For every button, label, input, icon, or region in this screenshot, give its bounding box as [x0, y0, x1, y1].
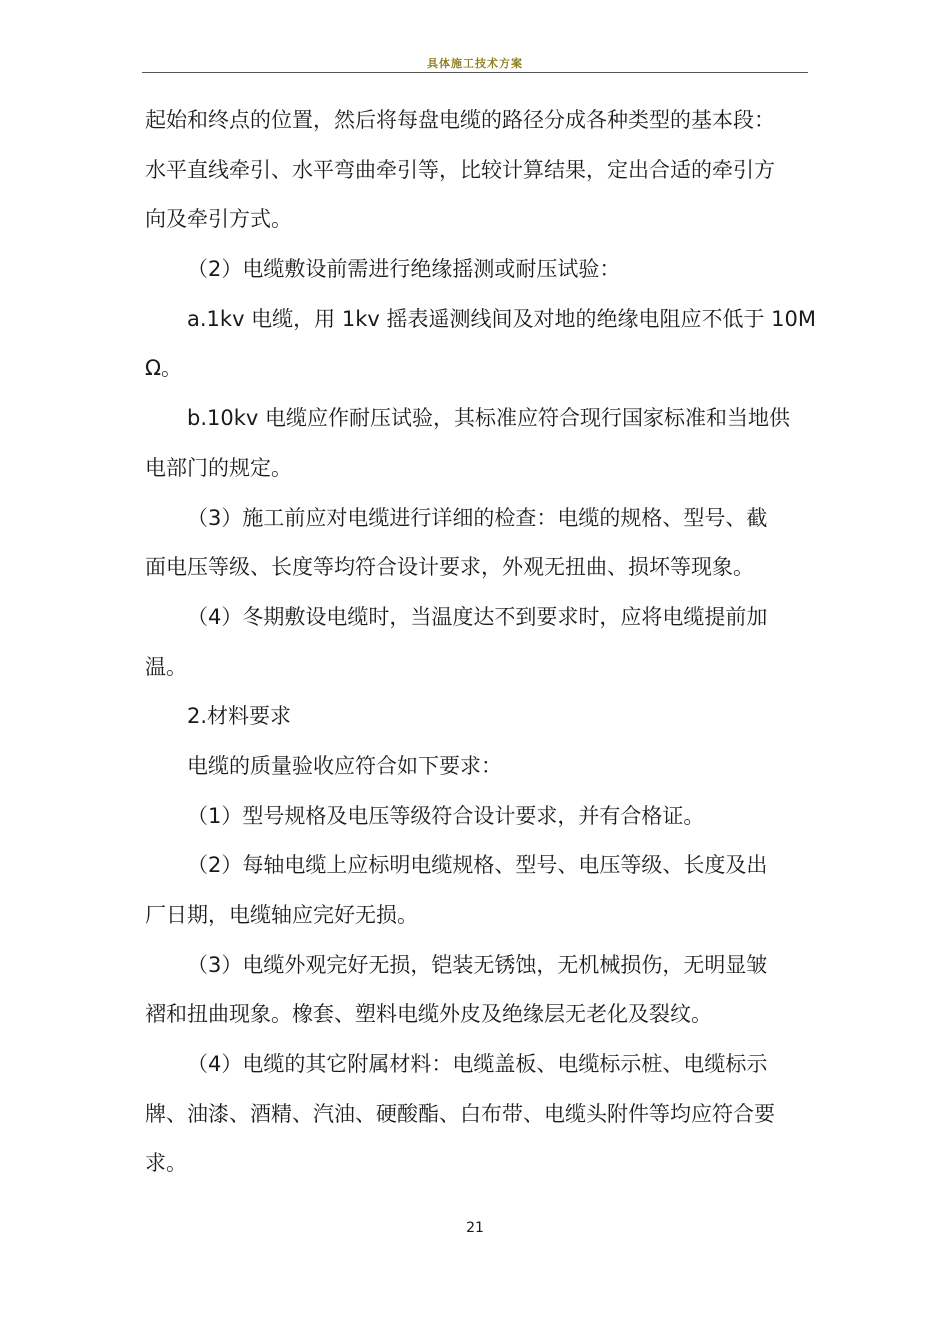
text-line: 面电压等级、长度等均符合设计要求，外观无扭曲、损坏等现象。 [145, 555, 754, 580]
text-line: b.10kv 电缆应作耐压试验，其标准应符合现行国家标准和当地供 [187, 406, 790, 431]
text-line: （1）型号规格及电压等级符合设计要求，并有合格证。 [187, 803, 705, 828]
text-line: 起始和终点的位置，然后将每盘电缆的路径分成各种类型的基本段： [145, 108, 775, 132]
text-line: （2）每轴电缆上应标明电缆规格、型号、电压等级、长度及出 [187, 853, 768, 878]
text-line: 厂日期，电缆轴应完好无损。 [145, 903, 418, 927]
text-line: 向及牵引方式。 [145, 207, 292, 232]
text-line: （3）施工前应对电缆进行详细的检查：电缆的规格、型号、截 [187, 505, 768, 530]
text-line: 水平直线牵引、水平弯曲牵引等，比较计算结果，定出合适的牵引方 [145, 157, 775, 182]
text-line: 温。 [145, 654, 187, 679]
text-line: （3）电缆外观完好无损，铠装无锈蚀，无机械损伤，无明显皱 [187, 952, 768, 977]
text-line: 牌、油漆、酒精、汽油、硬酸酯、白布带、电缆头附件等均应符合要 [145, 1101, 775, 1126]
text-line: 求。 [145, 1151, 187, 1176]
document-body [145, 96, 817, 1189]
text-line: （2）电缆敷设前需进行绝缘摇测或耐压试验： [187, 257, 621, 282]
section-heading: 2.材料要求 [187, 704, 292, 729]
header-title: 具体施工技术方案 [427, 57, 523, 70]
page-number: 21 [466, 1220, 484, 1236]
text-line: 电部门的规定。 [145, 455, 292, 480]
text-line: 褶和扭曲现象。橡套、塑料电缆外皮及绝缘层无老化及裂纹。 [145, 1002, 712, 1027]
text-line: Ω。 [145, 356, 183, 381]
text-line: （4）电缆的其它附属材料：电缆盖板、电缆标示桩、电缆标示 [187, 1052, 768, 1077]
header-divider [142, 72, 808, 73]
text-line: （4）冬期敷设电缆时，当温度达不到要求时，应将电缆提前加 [187, 604, 768, 629]
text-line: 电缆的质量验收应符合如下要求： [187, 753, 502, 778]
text-line: a.1kv 电缆，用 1kv 摇表遥测线间及对地的绝缘电阻应不低于 10M [187, 306, 816, 331]
